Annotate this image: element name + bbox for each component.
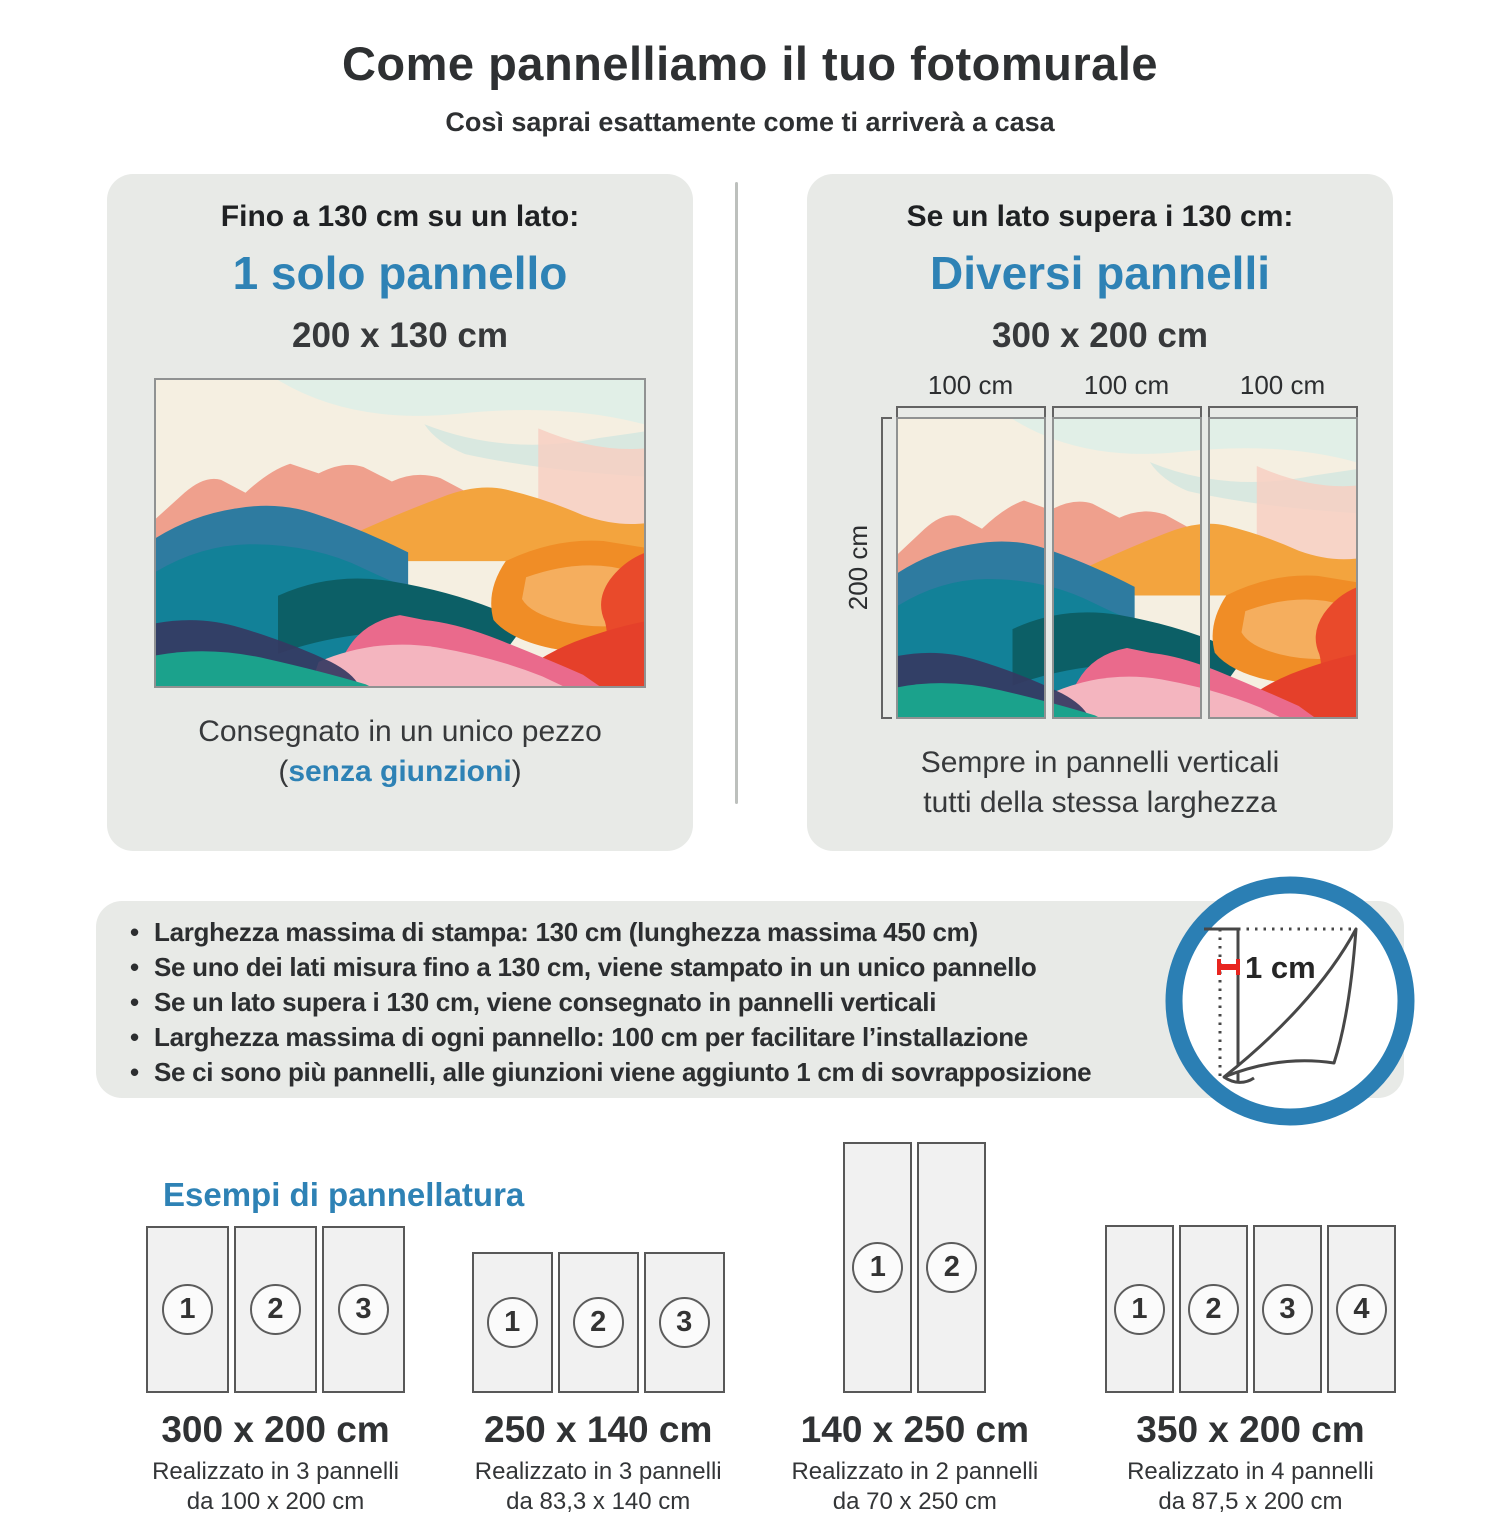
panel-number-badge: 3 xyxy=(1262,1284,1313,1335)
mural-panel-strip xyxy=(896,417,1358,719)
height-axis xyxy=(843,417,890,719)
example-panels xyxy=(791,1142,1038,1393)
no-seams-highlight: senza giunzioni xyxy=(288,755,512,788)
multi-panel-caption-line2: tutti della stessa larghezza xyxy=(923,786,1277,819)
rule-item: • Larghezza massima di ogni pannello: 100 cm per facilitare l’installazione xyxy=(124,1020,1404,1055)
example-desc: Realizzato in 4 pannelli xyxy=(1127,1458,1374,1485)
page-header xyxy=(0,0,1500,138)
example-size: 350 x 200 cm xyxy=(1136,1409,1365,1450)
watercolor-mural-image xyxy=(156,380,644,686)
panel-number-badge: 3 xyxy=(659,1297,710,1348)
panel-number-badge: 3 xyxy=(338,1284,389,1335)
example-140x250 xyxy=(791,1142,1038,1517)
mural-panel-3 xyxy=(1208,417,1358,719)
height-label: 200 cm xyxy=(842,525,873,611)
example-size: 140 x 250 cm xyxy=(800,1409,1030,1450)
width-label: 100 cm xyxy=(1239,370,1326,400)
example-panel xyxy=(843,1142,912,1393)
single-panel-caption-line1: Consegnato in un unico pezzo xyxy=(198,715,602,748)
single-panel-caption-line2 xyxy=(121,752,679,792)
examples-heading: Esempi di pannellatura xyxy=(163,1176,525,1213)
examples-section xyxy=(0,1142,1500,1517)
example-panel xyxy=(1327,1225,1396,1393)
example-panel xyxy=(146,1226,229,1393)
example-panel xyxy=(1253,1225,1322,1393)
width-bracket xyxy=(896,406,1046,415)
multi-panel-condition: Se un lato supera i 130 cm: xyxy=(906,200,1294,233)
panel-number-badge: 4 xyxy=(1336,1284,1387,1335)
multi-panel-caption-line1: Sempre in pannelli verticali xyxy=(920,746,1280,779)
rule-item: • Se ci sono più pannelli, alle giunzioni viene aggiunto 1 cm di sovrapposizione xyxy=(124,1055,1404,1090)
single-panel-card xyxy=(107,174,693,851)
example-panels xyxy=(1105,1142,1396,1393)
multi-panel-card xyxy=(807,174,1393,851)
vertical-divider xyxy=(735,182,738,804)
panel-number-badge: 1 xyxy=(852,1242,903,1293)
paneled-mural-figure xyxy=(821,370,1379,719)
panel-number-badge: 2 xyxy=(926,1242,977,1293)
example-desc: da 100 x 200 cm xyxy=(186,1488,365,1515)
example-desc: da 83,3 x 140 cm xyxy=(506,1488,691,1515)
watercolor-mural-slice xyxy=(898,419,1046,717)
example-desc: da 70 x 250 cm xyxy=(832,1488,997,1515)
example-panel xyxy=(472,1252,553,1393)
paren-close: ) xyxy=(511,755,522,788)
example-panel xyxy=(644,1252,725,1393)
overlap-size-label: 1 cm xyxy=(1245,950,1316,985)
width-bracket xyxy=(1208,406,1358,415)
example-panel xyxy=(558,1252,639,1393)
panel-number-badge: 2 xyxy=(573,1297,624,1348)
panel-number-badge: 1 xyxy=(162,1284,213,1335)
example-desc: Realizzato in 2 pannelli xyxy=(791,1458,1039,1485)
example-panel xyxy=(1105,1225,1174,1393)
single-panel-headline: 1 solo pannello xyxy=(232,247,568,299)
mural-panel-2 xyxy=(1052,417,1202,719)
single-panel-size: 200 x 130 cm xyxy=(291,316,508,355)
watercolor-mural-slice xyxy=(1208,419,1356,717)
example-desc: da 87,5 x 200 cm xyxy=(1158,1488,1343,1515)
panel-number-badge: 2 xyxy=(250,1284,301,1335)
comparison-cards xyxy=(107,174,1393,851)
panel-number-badge: 1 xyxy=(487,1297,538,1348)
example-panel xyxy=(234,1226,317,1393)
width-label: 100 cm xyxy=(927,370,1014,400)
height-bracket xyxy=(881,417,890,719)
rule-item: • Se uno dei lati misura fino a 130 cm, viene stampato in un unico pannello xyxy=(124,950,1404,985)
example-panel xyxy=(917,1142,986,1393)
overlap-diagram-icon xyxy=(1164,875,1416,1127)
page-title: Come pannelliamo il tuo fotomurale xyxy=(341,37,1159,90)
paren-open: ( xyxy=(278,755,289,788)
example-desc: Realizzato in 3 pannelli xyxy=(152,1458,399,1485)
example-size: 300 x 200 cm xyxy=(161,1409,390,1450)
multi-panel-headline: Diversi pannelli xyxy=(929,247,1270,299)
width-bracket xyxy=(1052,406,1202,415)
example-desc: Realizzato in 3 pannelli xyxy=(474,1458,722,1485)
page-subtitle: Così saprai esattamente come ti arriverà a casa xyxy=(445,107,1055,137)
multi-panel-size: 300 x 200 cm xyxy=(991,316,1208,355)
example-size: 250 x 140 cm xyxy=(484,1409,713,1450)
rule-item: • Larghezza massima di stampa: 130 cm (lunghezza massima 450 cm) xyxy=(124,915,1404,950)
panels-block xyxy=(896,370,1358,719)
page-curl-overlap-icon xyxy=(1164,875,1416,1127)
panel-number-badge: 1 xyxy=(1114,1284,1165,1335)
panel-number-badge: 2 xyxy=(1188,1284,1239,1335)
single-panel-condition: Fino a 130 cm su un lato: xyxy=(220,200,580,233)
rules-box xyxy=(96,901,1404,1098)
width-labels xyxy=(896,370,1358,401)
width-label: 100 cm xyxy=(1083,370,1170,400)
example-panel xyxy=(322,1226,405,1393)
example-panel xyxy=(1179,1225,1248,1393)
mural-image-single xyxy=(154,378,646,688)
watercolor-mural-slice xyxy=(1052,419,1202,717)
rule-item: • Se un lato supera i 130 cm, viene consegnato in pannelli verticali xyxy=(124,985,1404,1020)
example-350x200 xyxy=(1105,1142,1396,1517)
mural-panel-1 xyxy=(896,417,1046,719)
width-brackets xyxy=(896,406,1358,415)
